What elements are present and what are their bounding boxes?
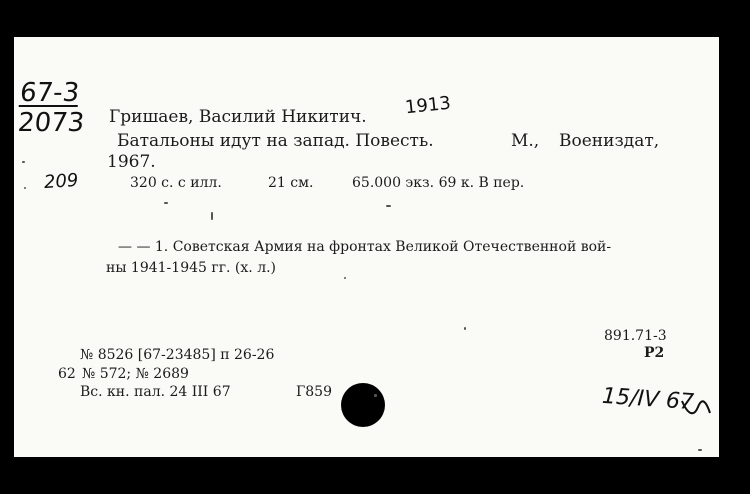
punch-hole <box>341 383 385 427</box>
scan-speck <box>164 202 168 204</box>
scan-speck <box>464 327 466 330</box>
book-size: 21 см. <box>268 175 314 191</box>
author-heading: Гришаев, Василий Никитич. <box>109 107 367 127</box>
udc-classification: 891.71-3 <box>604 328 667 344</box>
publication-year: 1967. <box>107 152 156 172</box>
subject-line-1: — — 1. Советская Армия на фронтах Великой Отечественной вой- <box>118 239 612 255</box>
publisher: Воениздат, <box>559 131 660 151</box>
scan-speck <box>211 212 213 220</box>
record-prefix: 62 <box>58 366 76 382</box>
subject-line-2: ны 1941-1945 гг. (х. л.) <box>106 260 276 276</box>
handwritten-signature-icon <box>598 387 714 427</box>
scan-speck <box>22 161 25 163</box>
book-chamber-code: Г859 <box>296 384 332 400</box>
scan-speck <box>24 187 26 189</box>
scan-speck <box>698 449 702 451</box>
catalog-card <box>14 37 719 457</box>
record-number-line: № 8526 [67-23485] п 26-26 <box>80 347 275 363</box>
handwritten-shelf-mark-top: 67-3 <box>18 78 81 108</box>
physical-description: 320 с. с илл. <box>130 175 222 191</box>
publication-place: М., <box>511 131 540 151</box>
handwritten-left-note: 209 <box>43 169 80 194</box>
scan-speck <box>344 277 346 279</box>
record-numbers-line: № 572; № 2689 <box>82 366 189 382</box>
title-line: Батальоны идут на запад. Повесть. <box>117 131 434 151</box>
scan-speck <box>386 205 391 207</box>
scan-speck <box>374 394 377 397</box>
handwritten-date-note: 15/IV 67 <box>601 383 695 416</box>
handwritten-shelf-mark-bottom: 2073 <box>16 108 86 138</box>
book-chamber-line: Вс. кн. пал. 24 III 67 <box>80 384 231 400</box>
handwritten-year-note: 1913 <box>404 92 452 119</box>
print-run-and-price: 65.000 экз. 69 к. В пер. <box>352 175 525 191</box>
classification-code: Р2 <box>644 345 665 361</box>
